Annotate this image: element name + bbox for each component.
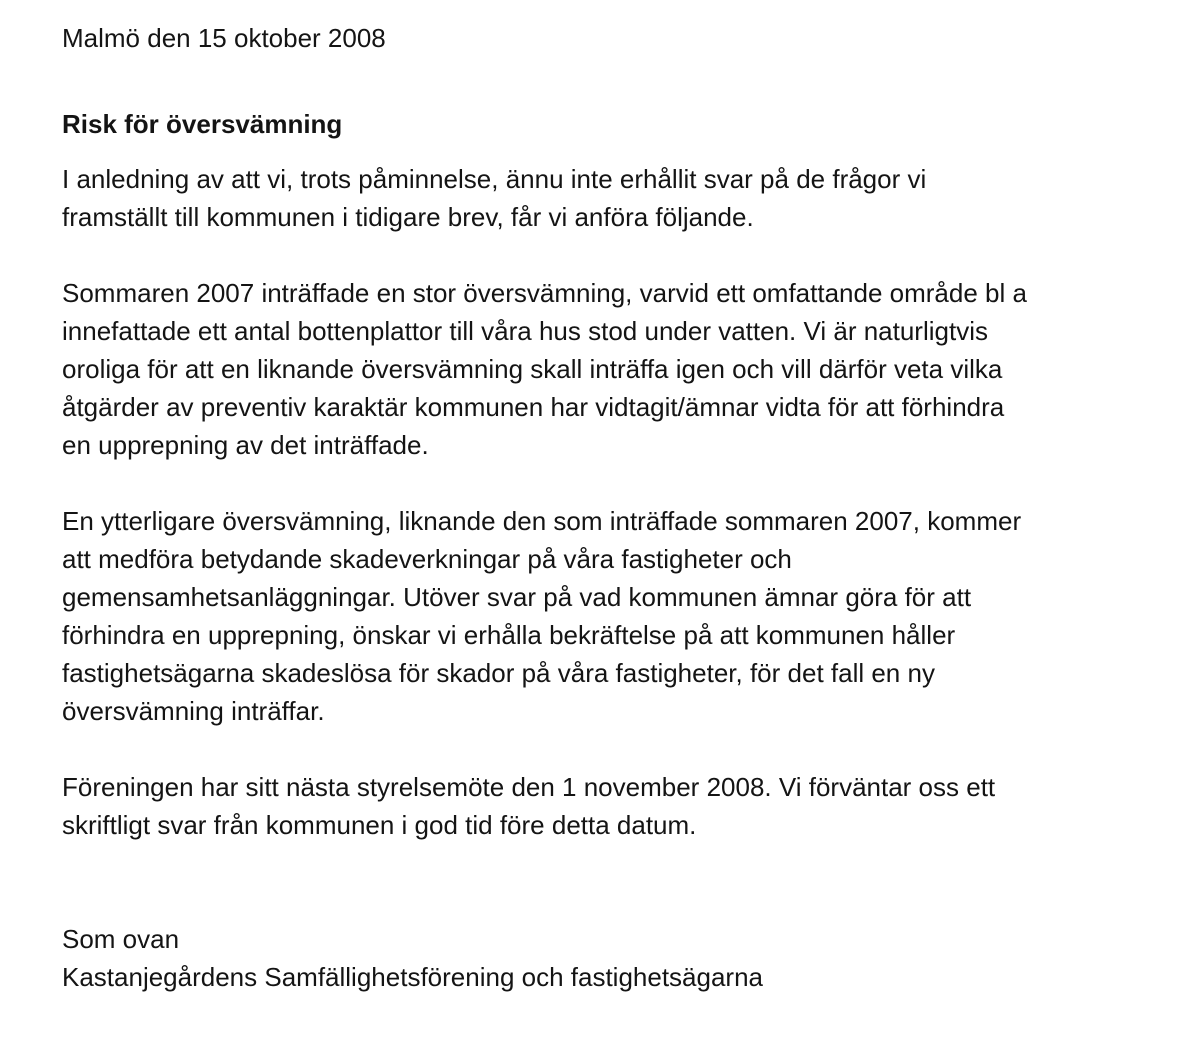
paragraph-line: skriftligt svar från kommunen i god tid före detta datum. bbox=[62, 810, 697, 840]
paragraph-line: en upprepning av det inträffade. bbox=[62, 430, 429, 460]
paragraph-line: Föreningen har sitt nästa styrelsemöte den 1 november 2008. Vi förväntar oss ett bbox=[62, 772, 996, 802]
letter-closing bbox=[62, 920, 1170, 996]
paragraph-line: framställt till kommunen i tidigare brev, får vi anföra följande. bbox=[62, 202, 754, 232]
date-line: Malmö den 15 oktober 2008 bbox=[62, 23, 386, 53]
paragraph-line: åtgärder av preventiv karaktär kommunen har vidtagit/ämnar vidta för att förhindra bbox=[62, 392, 1005, 422]
paragraph-line: En ytterligare översvämning, liknande den som inträffade sommaren 2007, kommer bbox=[62, 506, 1022, 536]
paragraph-line: översvämning inträffar. bbox=[62, 696, 325, 726]
paragraph-3 bbox=[62, 502, 1170, 730]
paragraph-line: att medföra betydande skadeverkningar på våra fastigheter och bbox=[62, 544, 792, 574]
paragraph-line: Sommaren 2007 inträffade en stor översvämning, varvid ett omfattande område bl a bbox=[62, 278, 1027, 308]
paragraph-4 bbox=[62, 768, 1170, 844]
paragraph-line: förhindra en upprepning, önskar vi erhålla bekräftelse på att kommunen håller bbox=[62, 620, 956, 650]
closing-salutation: Som ovan bbox=[62, 924, 180, 954]
paragraph-line: oroliga för att en liknande översvämning skall inträffa igen och vill därför veta vilka bbox=[62, 354, 1003, 384]
paragraph-line: I anledning av att vi, trots påminnelse, ännu inte erhållit svar på de frågor vi bbox=[62, 164, 927, 194]
letter-subject: Risk för översvämning bbox=[62, 109, 343, 139]
paragraph-1 bbox=[62, 160, 1170, 236]
paragraph-line: innefattade ett antal bottenplattor till våra hus stod under vatten. Vi är naturligtvis bbox=[62, 316, 988, 346]
closing-sender: Kastanjegårdens Samfällighetsförening och fastighetsägarna bbox=[62, 962, 764, 992]
letter-body bbox=[62, 160, 1170, 844]
paragraph-2 bbox=[62, 274, 1170, 464]
paragraph-line: gemensamhetsanläggningar. Utöver svar på vad kommunen ämnar göra för att bbox=[62, 582, 972, 612]
paragraph-line: fastighetsägarna skadeslösa för skador på våra fastigheter, för det fall en ny bbox=[62, 658, 935, 688]
